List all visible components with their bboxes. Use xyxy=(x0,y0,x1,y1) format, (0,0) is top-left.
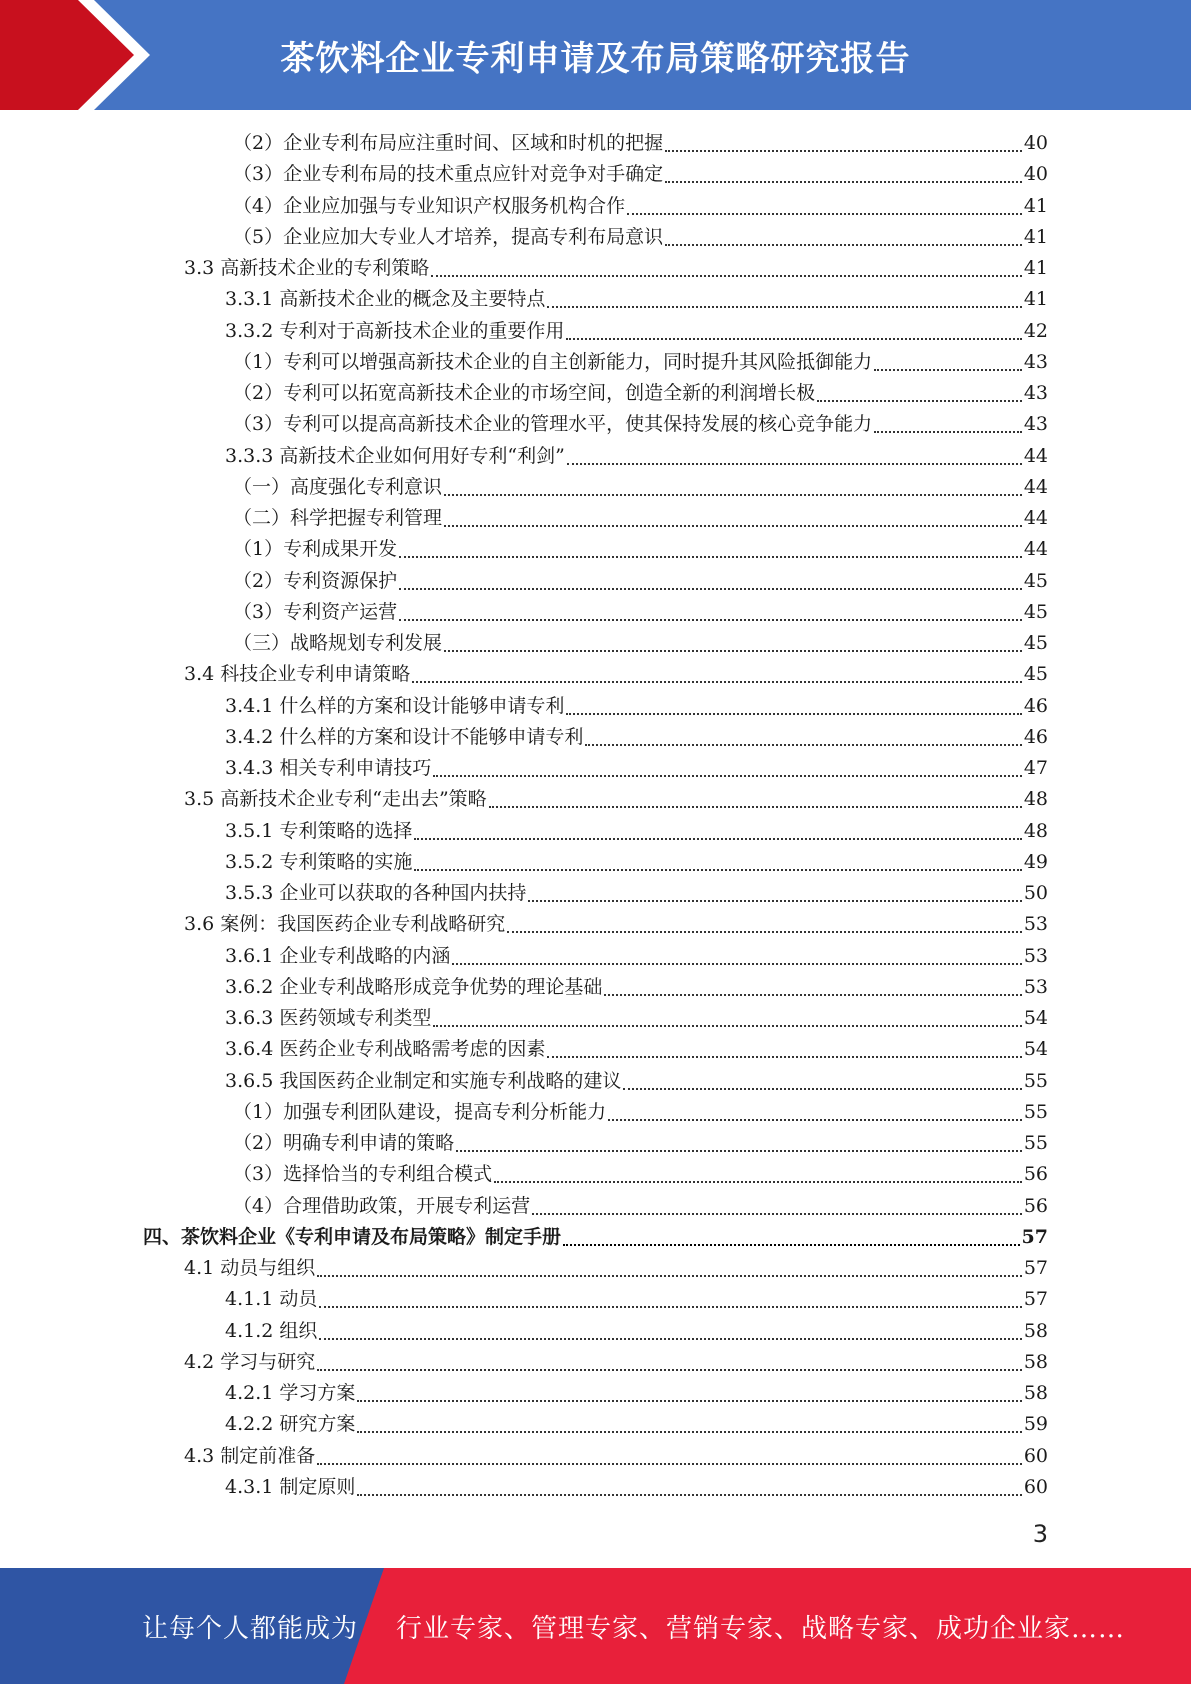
toc-dot-leader xyxy=(399,588,1022,590)
toc-dot-leader xyxy=(456,1150,1022,1152)
toc-entry-page: 41 xyxy=(1023,195,1048,217)
page-header xyxy=(0,0,1191,110)
toc-dot-leader xyxy=(433,1025,1021,1027)
toc-entry-page: 60 xyxy=(1023,1476,1048,1498)
footer-slogan: 让每个人都能成为 xyxy=(142,1613,359,1644)
toc-dot-leader xyxy=(507,931,1022,933)
toc-dot-leader xyxy=(563,1244,1020,1246)
toc-dot-leader xyxy=(414,838,1021,840)
toc-dot-leader xyxy=(665,244,1022,246)
toc-entry-page: 57 xyxy=(1021,1226,1048,1248)
toc-dot-leader xyxy=(608,1119,1022,1121)
toc-entry-title: 3.6.1 企业专利战略的内涵 xyxy=(225,945,451,967)
toc-entry-title: 3.6.4 医药企业专利战略需考虑的因素 xyxy=(225,1038,546,1060)
report-title: 茶饮料企业专利申请及布局策略研究报告 xyxy=(280,38,911,79)
toc-entry-page: 58 xyxy=(1023,1351,1048,1373)
toc-entry[interactable] xyxy=(233,409,1048,440)
toc-entry[interactable] xyxy=(184,659,1048,690)
toc-entry-page: 53 xyxy=(1023,945,1048,967)
toc-dot-leader xyxy=(319,1306,1021,1308)
toc-entry[interactable] xyxy=(225,1284,1048,1315)
toc-entry-title: （2）明确专利申请的策略 xyxy=(233,1132,455,1154)
toc-entry[interactable] xyxy=(225,1409,1048,1440)
toc-entry[interactable] xyxy=(225,441,1048,472)
toc-entry[interactable] xyxy=(184,909,1048,940)
page-footer xyxy=(0,1568,1191,1684)
toc-entry-title: （4）企业应加强与专业知识产权服务机构合作 xyxy=(233,195,626,217)
toc-dot-leader xyxy=(627,213,1022,215)
toc-entry-page: 54 xyxy=(1023,1007,1048,1029)
toc-entry-page: 53 xyxy=(1023,976,1048,998)
footer-expert-list: 行业专家、管理专家、营销专家、战略专家、成功企业家…… xyxy=(396,1613,1126,1644)
toc-dot-leader xyxy=(665,150,1022,152)
toc-dot-leader xyxy=(317,1463,1022,1465)
toc-entry-page: 44 xyxy=(1023,476,1048,498)
toc-dot-leader xyxy=(399,556,1022,558)
toc-entry[interactable] xyxy=(225,816,1048,847)
toc-entry-title: （二）科学把握专利管理 xyxy=(233,507,443,529)
toc-dot-leader xyxy=(431,275,1022,277)
toc-dot-leader xyxy=(444,650,1022,652)
toc-entry-page: 44 xyxy=(1023,538,1048,560)
toc-dot-leader xyxy=(489,806,1022,808)
toc-entry[interactable] xyxy=(225,878,1048,909)
toc-entry-title: 4.1.1 动员 xyxy=(225,1288,318,1310)
toc-entry-title: 3.3.3 高新技术企业如何用好专利“利剑” xyxy=(225,445,565,467)
toc-entry[interactable] xyxy=(233,128,1048,159)
toc-entry[interactable] xyxy=(225,316,1048,347)
toc-entry-title: 4.1.2 组织 xyxy=(225,1320,318,1342)
toc-dot-leader xyxy=(665,181,1022,183)
toc-entry[interactable] xyxy=(225,1472,1048,1503)
toc-entry-title: 3.5 高新技术企业专利“走出去”策略 xyxy=(184,788,487,810)
toc-dot-leader xyxy=(317,1369,1022,1371)
toc-entry-page: 40 xyxy=(1023,163,1048,185)
toc-entry-title: 3.4 科技企业专利申请策略 xyxy=(184,663,411,685)
toc-entry-title: （1）专利成果开发 xyxy=(233,538,398,560)
toc-entry-title: 3.6.2 企业专利战略形成竞争优势的理论基础 xyxy=(225,976,603,998)
toc-entry[interactable] xyxy=(184,1441,1048,1472)
toc-entry-page: 56 xyxy=(1023,1163,1048,1185)
toc-entry[interactable] xyxy=(233,597,1048,628)
toc-entry-title: 3.4.3 相关专利申请技巧 xyxy=(225,757,432,779)
toc-entry-title: 3.6.5 我国医药企业制定和实施专利战略的建议 xyxy=(225,1070,622,1092)
toc-entry[interactable] xyxy=(233,503,1048,534)
toc-entry-page: 54 xyxy=(1023,1038,1048,1060)
toc-dot-leader xyxy=(532,1213,1022,1215)
toc-entry-page: 59 xyxy=(1023,1413,1048,1435)
toc-entry-title: （4）合理借助政策，开展专利运营 xyxy=(233,1195,531,1217)
toc-dot-leader xyxy=(444,494,1022,496)
toc-dot-leader xyxy=(817,400,1022,402)
toc-entry-page: 43 xyxy=(1023,382,1048,404)
toc-entry[interactable] xyxy=(143,1222,1048,1253)
toc-entry-page: 45 xyxy=(1023,632,1048,654)
toc-entry-page: 49 xyxy=(1023,851,1048,873)
toc-entry[interactable] xyxy=(225,722,1048,753)
toc-dot-leader xyxy=(528,900,1021,902)
toc-entry[interactable] xyxy=(225,691,1048,722)
toc-entry[interactable] xyxy=(184,253,1048,284)
toc-dot-leader xyxy=(412,681,1022,683)
toc-entry-page: 44 xyxy=(1023,445,1048,467)
toc-entry[interactable] xyxy=(184,1253,1048,1284)
toc-dot-leader xyxy=(357,1400,1021,1402)
toc-entry[interactable] xyxy=(225,1003,1048,1034)
toc-entry[interactable] xyxy=(233,191,1048,222)
toc-entry-page: 45 xyxy=(1023,663,1048,685)
toc-entry-page: 60 xyxy=(1023,1445,1048,1467)
toc-entry-title: （3）企业专利布局的技术重点应针对竞争对手确定 xyxy=(233,163,664,185)
toc-entry-page: 41 xyxy=(1023,288,1048,310)
toc-entry-page: 43 xyxy=(1023,413,1048,435)
toc-entry[interactable] xyxy=(233,1128,1048,1159)
toc-entry-page: 58 xyxy=(1023,1382,1048,1404)
toc-entry-title: （1）加强专利团队建设，提高专利分析能力 xyxy=(233,1101,607,1123)
toc-entry-title: 4.2.1 学习方案 xyxy=(225,1382,356,1404)
toc-entry[interactable] xyxy=(233,222,1048,253)
toc-entry-title: （2）专利可以拓宽高新技术企业的市场空间，创造全新的利润增长极 xyxy=(233,382,816,404)
toc-entry[interactable] xyxy=(233,1097,1048,1128)
toc-entry[interactable] xyxy=(233,347,1048,378)
toc-entry-page: 45 xyxy=(1023,601,1048,623)
toc-entry[interactable] xyxy=(225,972,1048,1003)
toc-dot-leader xyxy=(444,525,1022,527)
toc-entry-page: 57 xyxy=(1023,1288,1048,1310)
toc-dot-leader xyxy=(357,1494,1021,1496)
toc-entry-title: （三）战略规划专利发展 xyxy=(233,632,443,654)
toc-entry-page: 57 xyxy=(1023,1257,1048,1279)
toc-entry-page: 41 xyxy=(1023,257,1048,279)
toc-entry[interactable] xyxy=(184,1347,1048,1378)
toc-dot-leader xyxy=(547,1056,1021,1058)
toc-entry-page: 55 xyxy=(1023,1132,1048,1154)
toc-entry-title: 3.3 高新技术企业的专利策略 xyxy=(184,257,430,279)
toc-entry[interactable] xyxy=(225,1378,1048,1409)
toc-entry-page: 41 xyxy=(1023,226,1048,248)
toc-entry-title: 4.3.1 制定原则 xyxy=(225,1476,356,1498)
toc-entry-title: 4.1 动员与组织 xyxy=(184,1257,316,1279)
toc-dot-leader xyxy=(567,463,1022,465)
toc-dot-leader xyxy=(585,744,1021,746)
toc-dot-leader xyxy=(623,1088,1021,1090)
toc-entry-page: 46 xyxy=(1023,695,1048,717)
toc-entry-title: 3.4.2 什么样的方案和设计不能够申请专利 xyxy=(225,726,584,748)
toc-entry-page: 44 xyxy=(1023,507,1048,529)
toc-entry-title: 3.5.2 专利策略的实施 xyxy=(225,851,413,873)
toc-entry-title: （3）专利资产运营 xyxy=(233,601,398,623)
toc-entry[interactable] xyxy=(233,534,1048,565)
toc-dot-leader xyxy=(874,431,1022,433)
page-number: 3 xyxy=(1032,1520,1048,1548)
toc-entry[interactable] xyxy=(233,566,1048,597)
toc-entry-page: 50 xyxy=(1023,882,1048,904)
toc-entry-page: 47 xyxy=(1023,757,1048,779)
toc-entry-page: 58 xyxy=(1023,1320,1048,1342)
toc-entry-page: 55 xyxy=(1023,1070,1048,1092)
toc-dot-leader xyxy=(317,1275,1022,1277)
toc-entry-title: 3.6 案例：我国医药企业专利战略研究 xyxy=(184,913,506,935)
toc-dot-leader xyxy=(874,369,1022,371)
toc-entry-page: 46 xyxy=(1023,726,1048,748)
toc-entry[interactable] xyxy=(233,159,1048,190)
toc-entry[interactable] xyxy=(225,753,1048,784)
toc-entry-page: 53 xyxy=(1023,913,1048,935)
toc-entry-title: （2）专利资源保护 xyxy=(233,570,398,592)
toc-dot-leader xyxy=(566,713,1021,715)
toc-entry-page: 40 xyxy=(1023,132,1048,154)
toc-entry[interactable] xyxy=(225,1066,1048,1097)
toc-entry-page: 45 xyxy=(1023,570,1048,592)
toc-dot-leader xyxy=(452,963,1021,965)
toc-entry-title: 3.5.3 企业可以获取的各种国内扶持 xyxy=(225,882,527,904)
toc-dot-leader xyxy=(433,775,1021,777)
toc-entry-title: 4.3 制定前准备 xyxy=(184,1445,316,1467)
toc-entry[interactable] xyxy=(233,1159,1048,1190)
toc-dot-leader xyxy=(494,1181,1022,1183)
toc-entry-page: 48 xyxy=(1023,788,1048,810)
toc-dot-leader xyxy=(399,619,1022,621)
toc-entry-title: 3.6.3 医药领域专利类型 xyxy=(225,1007,432,1029)
toc-entry[interactable] xyxy=(225,1316,1048,1347)
toc-entry[interactable] xyxy=(233,378,1048,409)
toc-entry[interactable] xyxy=(225,284,1048,315)
toc-entry-title: （1）专利可以增强高新技术企业的自主创新能力，同时提升其风险抵御能力 xyxy=(233,351,873,373)
toc-entry-title: 3.3.1 高新技术企业的概念及主要特点 xyxy=(225,288,546,310)
toc-entry[interactable] xyxy=(233,628,1048,659)
toc-entry-title: 3.4.1 什么样的方案和设计能够申请专利 xyxy=(225,695,565,717)
toc-dot-leader xyxy=(604,994,1021,996)
toc-entry[interactable] xyxy=(225,1034,1048,1065)
toc-entry-title: 3.3.2 专利对于高新技术企业的重要作用 xyxy=(225,320,565,342)
toc-entry-title: （2）企业专利布局应注重时间、区域和时机的把握 xyxy=(233,132,664,154)
toc-entry-page: 48 xyxy=(1023,820,1048,842)
toc-entry[interactable] xyxy=(225,941,1048,972)
toc-entry-title: 四、茶饮料企业《专利申请及布局策略》制定手册 xyxy=(143,1226,562,1248)
toc-entry-title: 4.2 学习与研究 xyxy=(184,1351,316,1373)
toc-entry-title: （一）高度强化专利意识 xyxy=(233,476,443,498)
toc-entry-page: 56 xyxy=(1023,1195,1048,1217)
toc-entry-title: （5）企业应加大专业人才培养，提高专利布局意识 xyxy=(233,226,664,248)
toc-entry[interactable] xyxy=(233,1191,1048,1222)
toc-entry-page: 55 xyxy=(1023,1101,1048,1123)
toc-dot-leader xyxy=(414,869,1021,871)
toc-entry-title: （3）选择恰当的专利组合模式 xyxy=(233,1163,493,1185)
toc-entry-title: 3.5.1 专利策略的选择 xyxy=(225,820,413,842)
toc-entry-page: 43 xyxy=(1023,351,1048,373)
toc-dot-leader xyxy=(319,1338,1021,1340)
toc-entry-page: 42 xyxy=(1023,320,1048,342)
toc-dot-leader xyxy=(566,338,1021,340)
toc-entry[interactable] xyxy=(225,847,1048,878)
toc-entry[interactable] xyxy=(233,472,1048,503)
toc-dot-leader xyxy=(547,306,1021,308)
toc-dot-leader xyxy=(357,1431,1021,1433)
toc-entry[interactable] xyxy=(184,784,1048,815)
toc-entry-title: 4.2.2 研究方案 xyxy=(225,1413,356,1435)
toc-entry-title: （3）专利可以提高高新技术企业的管理水平，使其保持发展的核心竞争能力 xyxy=(233,413,873,435)
